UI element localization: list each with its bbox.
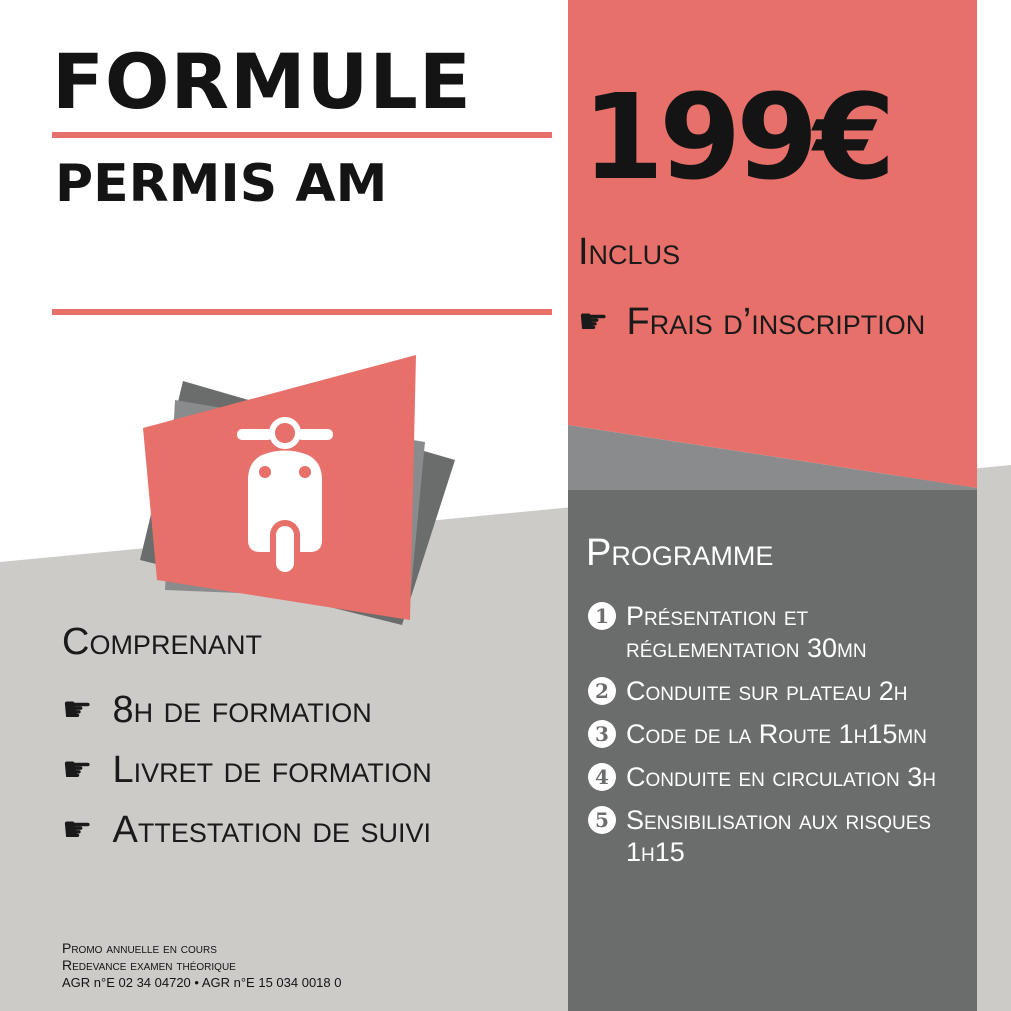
number-badge: 2: [588, 677, 616, 705]
comprenant-heading: Comprenant: [62, 621, 262, 663]
programme-item: [588, 761, 973, 793]
price-amount: 199€: [582, 68, 891, 206]
programme-item-label: Conduite en circulation 3h: [626, 762, 937, 792]
pointing-hand-icon: ☛: [62, 810, 93, 850]
number-badge: 1: [588, 602, 616, 630]
page-title: FORMULE: [52, 37, 472, 126]
page-subtitle: PERMIS AM: [55, 154, 388, 214]
number-badge: 3: [588, 720, 616, 748]
programme-item: [588, 718, 973, 750]
subtitle-divider: [52, 309, 552, 315]
number-badge: 4: [588, 763, 616, 791]
programme-item-label: Sensibilisation aux risques 1h15: [626, 805, 932, 867]
included-heading: Inclus: [578, 231, 681, 273]
footer-line-redevance: Redevance examen théorique: [62, 957, 236, 973]
programme-list: [588, 600, 973, 879]
programme-item: [588, 600, 973, 664]
programme-item-label: Présentation et réglementation 30mn: [626, 601, 867, 663]
pointing-hand-icon: ☛: [62, 690, 93, 730]
pointing-hand-icon: ☛: [62, 750, 93, 790]
title-divider: [52, 132, 552, 138]
programme-item-label: Code de la Route 1h15mn: [626, 719, 927, 749]
number-badge: 5: [588, 806, 616, 834]
programme-item: [588, 804, 973, 868]
included-item: [578, 303, 925, 341]
included-item-label: Frais d’inscription: [626, 301, 926, 343]
comprenant-list: [62, 680, 432, 860]
list-item-label: Livret de formation: [112, 749, 432, 791]
list-item-label: 8h de formation: [112, 689, 372, 731]
list-item: [62, 740, 432, 800]
list-item-label: Attestation de suivi: [112, 809, 431, 851]
footer: [62, 940, 341, 991]
footer-line-agr: AGR n°E 02 34 04720 • AGR n°E 15 034 0018 0: [62, 975, 342, 990]
list-item: [62, 680, 432, 740]
list-item: [62, 800, 432, 860]
programme-item-label: Conduite sur plateau 2h: [626, 676, 908, 706]
programme-heading: Programme: [586, 532, 774, 574]
pointing-hand-icon: ☛: [578, 302, 609, 342]
footer-line-promo: Promo annuelle en cours: [62, 940, 217, 956]
programme-item: [588, 675, 973, 707]
